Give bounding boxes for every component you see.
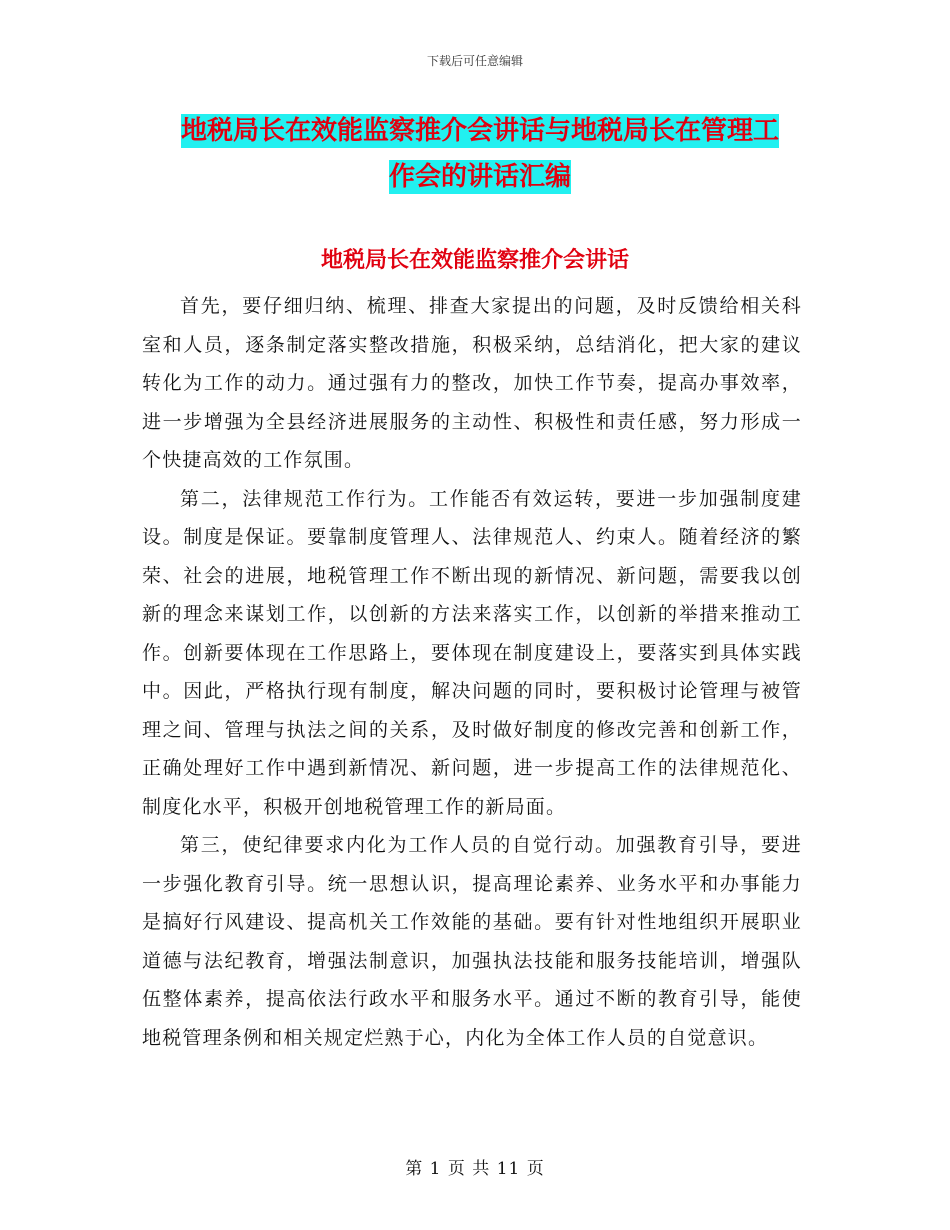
- section-title: 地税局长在效能监察推介会讲话: [320, 248, 629, 273]
- page-number: 第 1 页 共 11 页: [405, 1159, 545, 1179]
- page-header-note: 下载后可任意编辑: [426, 54, 523, 68]
- paragraph: 首先，要仔细归纳、梳理、排查大家提出的问题，及时反馈给相关科室和人员，逐条制定落实整改措施，积极采纳，总结消化，把大家的建议转化为工作的动力。通过强有力的整改，加快工作节奏，提高办事效率，进一步增强为全县经济进展服务的主动性、积极性和责任感，努力形成一个快捷高效的工作氛围。: [142, 295, 802, 471]
- document-title-line2: 作会的讲话汇编: [388, 162, 571, 192]
- paragraph: 第二，法律规范工作行为。工作能否有效运转，要进一步加强制度建设。制度是保证。要靠制度管理人、法律规范人、约束人。随着经济的繁荣、社会的进展，地税管理工作不断出现的新情况、新问题，需要我以创新的理念来谋划工作，以创新的方法来落实工作，以创新的举措来推动工作。创新要体现在工作思路上，要体现在制度建设上，要落实到具体实践中。因此，严格执行现有制度，解决问题的同时，要积极讨论管理与被管理之间、管理与执法之间的关系，及时做好制度的修改完善和创新工作，正确处理好工作中遇到新情况、新问题，进一步提高工作的法律规范化、制度化水平，积极开创地税管理工作的新局面。: [142, 487, 802, 818]
- document-title-line1: 地税局长在效能监察推介会讲话与地税局长在管理工: [180, 116, 779, 146]
- document-title: [140, 108, 820, 200]
- document-body: [142, 287, 802, 1057]
- paragraph: 第三，使纪律要求内化为工作人员的自觉行动。加强教育引导，要进一步强化教育引导。统一思想认识，提高理论素养、业务水平和办事能力是搞好行风建设、提高机关工作效能的基础。要有针对性地组织开展职业道德与法纪教育，增强法制意识，加强执法技能和服务技能培训，增强队伍整体素养，提高依法行政水平和服务水平。通过不断的教育引导，能使地税管理条例和相关规定烂熟于心，内化为全体工作人员的自觉意识。: [142, 834, 802, 1049]
